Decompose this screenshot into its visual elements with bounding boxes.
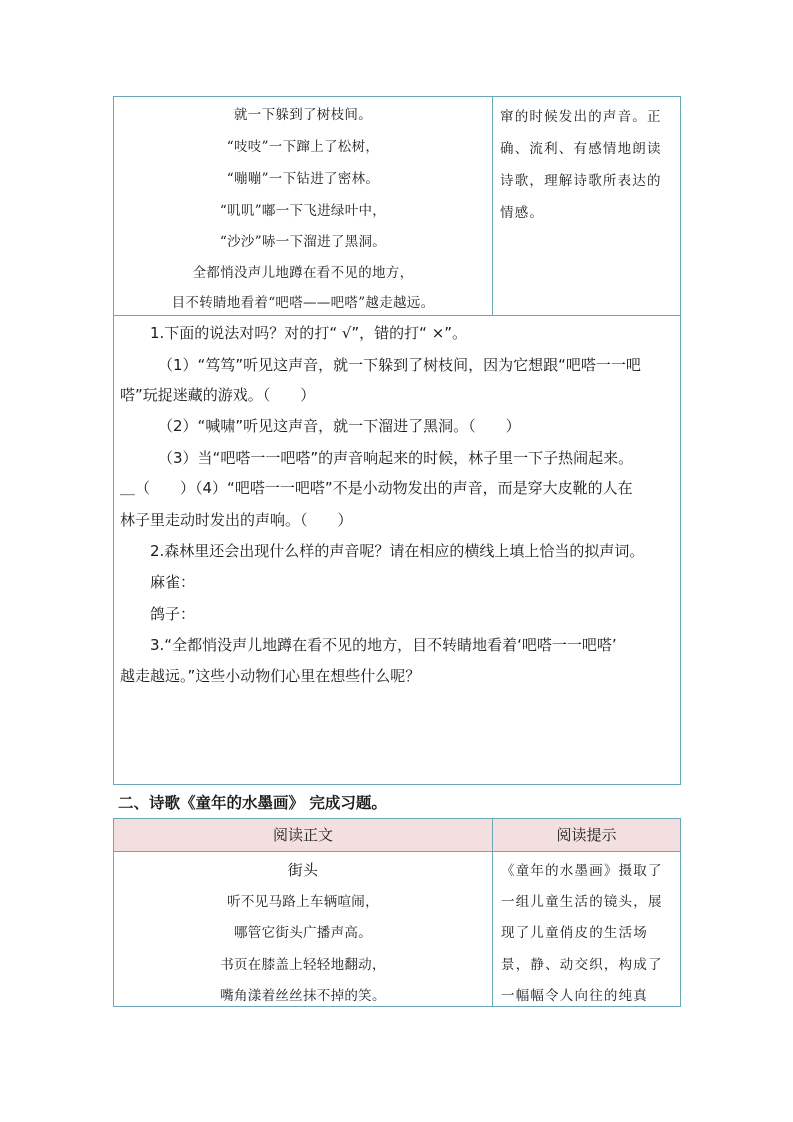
tip-line: 诗歌，理解诗歌所表达的 [500,173,662,189]
answer-line-pigeon: 鸽子： [150,605,196,623]
question-1: 1.下面的说法对吗？对的打“ √”，错的打“ ×”。 [150,324,468,342]
header-reading-tips: 阅读提示 [556,826,617,844]
table-header [114,819,680,852]
question-1-item-2: （2）“喊啸”听见这声音，就一下溜进了黑洞。（ ） [158,417,521,435]
question-1-item-1: （1）“笃笃”听见这声音，就一下躲到了树枝间，因为它想跟“吧嗒一一吧 [158,356,641,374]
question-3-cont: 越走越远。”这些小动物们心里在想些什么呢？ [120,667,421,685]
poem-line: “沙沙”哧一下溜进了黑洞。 [219,234,387,250]
poem-text-cell [114,97,493,315]
tip-line: 现了儿童俏皮的生活场 [501,925,648,941]
tip-line: 确、流利、有感情地朗读 [500,141,662,157]
question-1-item-3: （3）当“吧嗒一一吧嗒”的声音响起来的时候，林子里一下子热闹起来。 [158,449,634,467]
section-2-title: 二、诗歌《童年的水墨画》 完成习题。 [118,794,387,812]
tip-line: 情感。 [500,205,545,221]
question-1-item-1-cont: 嗒”玩捉迷藏的游戏。（ ） [120,386,316,404]
tip-line: 景，静、动交织，构成了 [501,957,663,973]
poem-title: 街头 [287,861,319,879]
tip-line: 《童年的水墨画》摄取了 [501,863,663,879]
question-2: 2.森林里还会出现什么样的声音呢？请在相应的横线上填上恰当的拟声词。 [150,542,645,560]
question-1-item-4-cont: 林子里走动时发出的声响。（ ） [120,511,353,529]
poem-line: “嘣嘣”一下钻进了密林。 [226,171,380,187]
poem-row [114,97,680,316]
poem-line: “吱吱”一下蹿上了松树， [226,139,380,155]
question-1-item-4: ＿（ ）（4）“吧嗒一一吧嗒”不是小动物发出的声音，而是穿大皮靴的人在 [120,479,633,497]
poem-line: 哪管它街头广播声高。 [234,925,372,941]
tip-line: 一幅幅令人向往的纯真 [501,988,648,1004]
tip-line: 窜的时候发出的声音。正 [500,109,662,125]
poem-line: 嘴角漾着丝丝抹不掉的笑。 [220,988,386,1004]
poem-line: 全都悄没声儿地蹲在看不见的地方， [192,265,414,281]
poem-line: 书页在膝盖上轻轻地翻动， [220,957,386,973]
header-reading-text: 阅读正文 [272,826,333,844]
poem-line: 目不转睛地看着“吧嗒——吧嗒”越走越远。 [171,295,435,311]
answer-line-sparrow: 麻雀： [150,573,196,591]
poem-line: 听不见马路上车辆喧闹， [227,894,379,910]
reading-table-1 [113,96,681,785]
column-divider [492,819,493,1006]
question-3: 3.“全都悄没声儿地蹲在看不见的地方，目不转睛地看着‘吧嗒一一吧嗒’ [150,636,617,654]
poem-line: “叽叽”嘟一下飞进绿叶中， [219,203,387,219]
reading-table-2 [113,818,681,1007]
tip-line: 一组儿童生活的镜头，展 [501,894,663,910]
poem-line: 就一下躲到了树枝间。 [234,107,372,123]
